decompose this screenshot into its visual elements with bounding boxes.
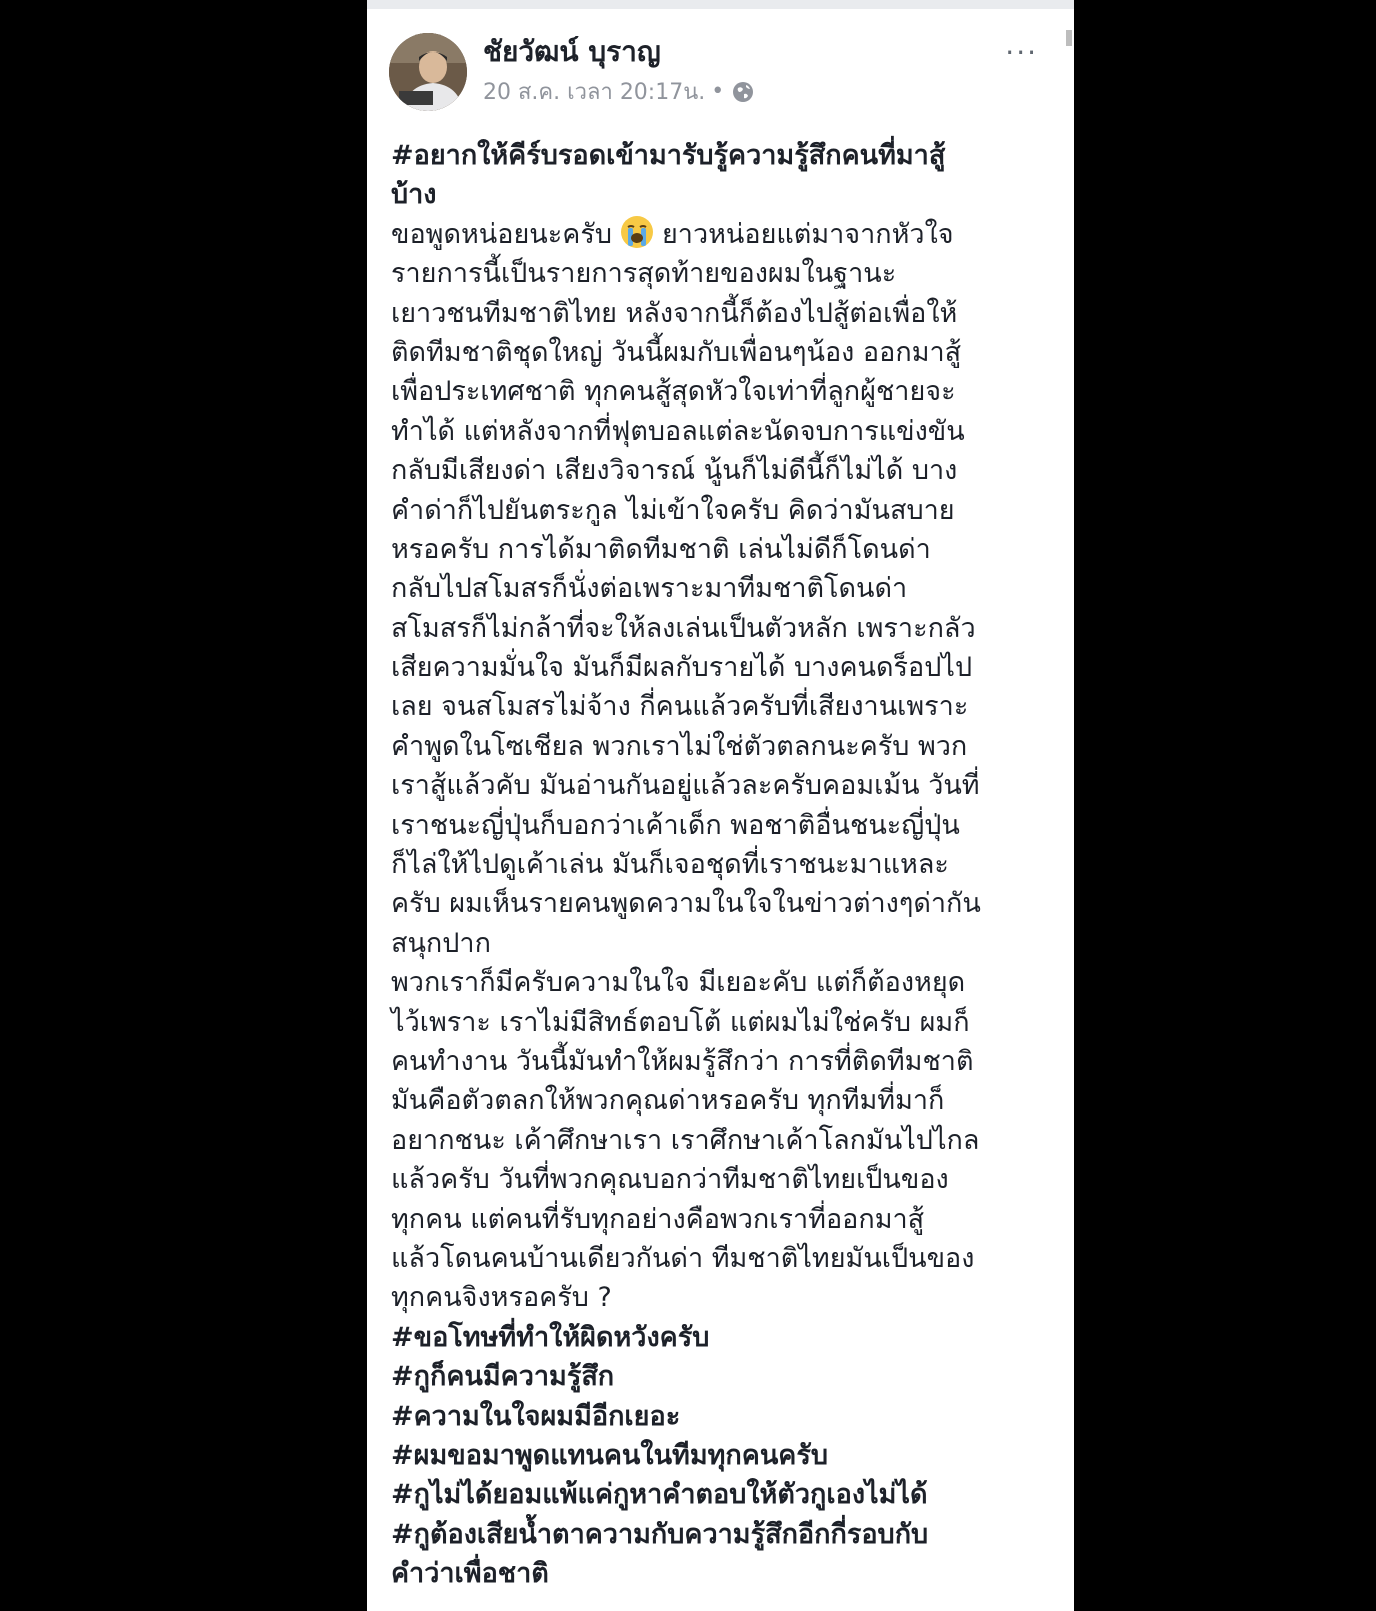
post-title-line: #อยากให้คีร์บรอดเข้ามารับรู้ความรู้สึกคนที่มาสู้ bbox=[391, 140, 946, 171]
hashtag-line[interactable]: คำว่าเพื่อชาติ bbox=[391, 1558, 549, 1590]
post-text-line: ก็ไล่ให้ไปดูเค้าเล่น มันก็เจอชุดที่เราชนะมาแหละ bbox=[391, 849, 949, 881]
hashtag-line[interactable]: #กูต้องเสียน้ำตาความกับความรู้สึกอีกกี่รอบกับ bbox=[391, 1518, 929, 1550]
post-text-line: เพื่อประเทศชาติ ทุกคนสู้สุดหัวใจเท่าที่ลูกผู้ชายจะ bbox=[391, 376, 956, 408]
post-text-line: คนทำงาน วันนี้มันทำให้ผมรู้สึกว่า การที่ติดทีมชาติ bbox=[391, 1045, 974, 1077]
post-text-line: ทุกคน แต่คนที่รับทุกอย่างคือพวกเราที่ออกมาสู้ bbox=[391, 1203, 925, 1235]
post-text-line: มันคือตัวตลกให้พวกคุณด่าหรอครับ ทุกทีมที่มาก็ bbox=[391, 1085, 945, 1117]
panel-top-strip bbox=[367, 0, 1074, 9]
more-options-button[interactable]: ··· bbox=[1005, 36, 1038, 69]
hashtag-line[interactable]: #กูไม่ได้ยอมแพ้แค่กูหาคำตอบให้ตัวกูเองไม่ได้ bbox=[391, 1479, 928, 1511]
post-text-line: คำพูดในโซเชียล พวกเราไม่ใช่ตัวตลกนะครับ พวก bbox=[391, 730, 968, 762]
post-text-line: เราสู้แล้วคับ มันอ่านกันอยู่แล้วละครับคอมเม้น วันที่ bbox=[391, 770, 980, 802]
post-text-line: เยาวชนทีมชาติไทย หลังจากนี้ก็ต้องไปสู้ต่อเพื่อให้ bbox=[391, 297, 958, 329]
post-text-line: แล้วครับ วันที่พวกคุณบอกว่าทีมชาติไทยเป็นของ bbox=[391, 1164, 949, 1196]
post-text-line: อยากชนะ เค้าศึกษาเรา เราศึกษาเค้าโลกมันไปไกล bbox=[391, 1124, 980, 1156]
post-text-line: หรอครับ การได้มาติดทีมชาติ เล่นไม่ดีก็โดนด่า bbox=[391, 533, 931, 565]
post-text-line: ครับ ผมเห็นรายคนพูดความในใจในข่าวต่างๆด่ากัน bbox=[391, 888, 981, 920]
hashtag-line[interactable]: #กูก็คนมีความรู้สึก bbox=[391, 1361, 615, 1393]
post-text-line: กลับไปสโมสรก็นั่งต่อเพราะมาทีมชาติโดนด่า bbox=[391, 573, 908, 605]
hashtag-line[interactable]: #ความในใจผมมีอีกเยอะ bbox=[391, 1400, 681, 1432]
first-line-text: ยาวหน่อยแต่มาจากหัวใจ bbox=[661, 218, 954, 250]
author-name[interactable]: ชัยวัฒน์ บุราญ bbox=[483, 35, 661, 68]
facebook-post-panel bbox=[367, 0, 1074, 1611]
hashtag-line[interactable]: #ขอโทษที่ทำให้ผิดหวังครับ bbox=[391, 1321, 710, 1353]
post-text-line: สโมสรก็ไม่กล้าที่จะให้ลงเล่นเป็นตัวหลัก เพราะกลัว bbox=[391, 612, 976, 644]
avatar[interactable] bbox=[389, 33, 467, 111]
post-title-line: บ้าง bbox=[391, 179, 437, 211]
post-text-line: เลย จนสโมสรไม่จ้าง กี่คนแล้วครับที่เสียงานเพราะ bbox=[391, 691, 969, 723]
post-text-line: สนุกปาก bbox=[391, 927, 491, 959]
globe-icon[interactable] bbox=[732, 81, 754, 103]
post-text-line: ไว้เพราะ เราไม่มีสิทธ์ตอบโต้ แต่ผมไม่ใช่ครับ ผมก็ bbox=[391, 1006, 970, 1038]
post-timestamp[interactable]: 20 ส.ค. เวลา 20:17น. bbox=[483, 80, 706, 105]
post-text-line: ติดทีมชาติชุดใหญ่ วันนี้ผมกับเพื่อนๆน้อง ออกมาสู้ bbox=[391, 336, 962, 368]
post-text-line: รายการนี้เป็นรายการสุดท้ายของผมในฐานะ bbox=[391, 258, 897, 290]
profile-photo-icon bbox=[389, 33, 467, 111]
post-body bbox=[391, 136, 1061, 1593]
post-text-line: กลับมีเสียงด่า เสียงวิจารณ์ นู้นก็ไม่ดีนี้ก็ไม่ได้ บาง bbox=[391, 455, 958, 487]
meta-separator: • bbox=[711, 79, 725, 104]
post-meta bbox=[483, 74, 754, 109]
post-first-line bbox=[391, 215, 1061, 254]
post-text-line: ทำได้ แต่หลังจากที่ฟุตบอลแต่ละนัดจบการแข่งขัน bbox=[391, 415, 965, 447]
post-text-line: เราชนะญี่ปุ่นก็บอกว่าเค้าเด็ก พอชาติอื่นชนะญี่ปุ่น bbox=[391, 809, 960, 841]
post-text-line: พวกเราก็มีครับความในใจ มีเยอะคับ แต่ก็ต้องหยุด bbox=[391, 967, 966, 999]
post-text-line: คำด่าก็ไปยันตระกูล ไม่เข้าใจครับ คิดว่ามันสบาย bbox=[391, 494, 955, 526]
post-text-line: เสียความมั่นใจ มันก็มีผลกับรายได้ บางคนดร็อปไป bbox=[391, 652, 973, 684]
first-line-text: ขอพูดหน่อยนะครับ bbox=[391, 218, 612, 250]
post-text-line: ทุกคนจิงหรอครับ ? bbox=[391, 1282, 612, 1314]
hashtag-line[interactable]: #ผมขอมาพูดแทนคนในทีมทุกคนครับ bbox=[391, 1439, 828, 1471]
post-hashtags bbox=[391, 1318, 1061, 1594]
post-body-lines bbox=[391, 254, 1061, 1318]
crying-face-icon bbox=[620, 215, 654, 249]
post-text-line: แล้วโดนคนบ้านเดียวกันด่า ทีมชาติไทยมันเป็นของ bbox=[391, 1242, 975, 1274]
scrollbar-thumb[interactable] bbox=[1066, 30, 1072, 46]
